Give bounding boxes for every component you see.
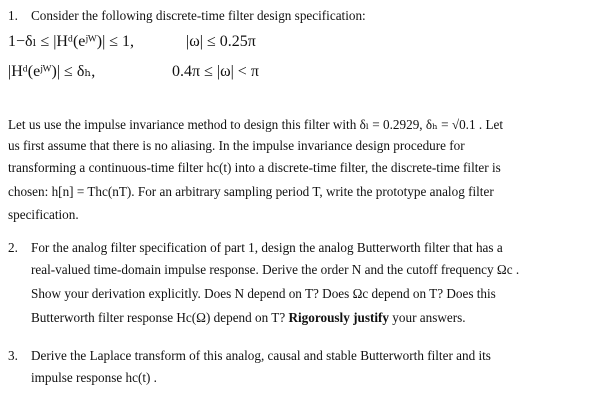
problem-1-para-line-5: specification. [8, 207, 79, 222]
spec-passband-inequality: 1−δₗ ≤ |Hᵈ(eʲᵂ)| ≤ 1, [8, 33, 135, 50]
problem-3-line-2: impulse response hс(t) . [31, 370, 157, 385]
spec-stopband-range: 0.4π ≤ |ω| < π [172, 63, 259, 80]
problem-3-line-1: Derive the Laplace transform of this analog, causal and stable Butterworth filter and its [31, 348, 491, 363]
problem-2-line-4-pre: Butterworth filter response Hс(Ω) depend on T? [31, 310, 289, 325]
problem-1-para-line-4: chosen: h[n] = Thс(nT). For an arbitrary sampling period T, write the prototype analog filter [8, 184, 494, 199]
problem-1-para-line-1: Let us use the impulse invariance method to design this filter with δₗ = 0.2929, δₕ = √0.1 . Let [8, 117, 504, 132]
spec-passband-range: |ω| ≤ 0.25π [186, 33, 256, 50]
problem-2-line-4 [31, 310, 466, 326]
problem-1-number: 1. [8, 8, 18, 23]
problem-2-number: 2. [8, 240, 18, 255]
problem-2-line-1: For the analog filter specification of part 1, design the analog Butterworth filter that has a [31, 240, 503, 255]
rigorously-justify-emphasis: Rigorously justify [288, 310, 389, 325]
problem-3-number: 3. [8, 348, 18, 363]
spec-stopband-inequality: |Hᵈ(eʲᵂ)| ≤ δₕ, [8, 63, 96, 80]
problem-1-para-line-3: transforming a continuous-time filter hс(t) into a discrete-time filter, the discrete-time filter is [8, 160, 501, 175]
problem-2-line-4-post: your answers. [389, 310, 466, 325]
problem-2-line-2: real-valued time-domain impulse response. Derive the order N and the cutoff frequency Ωс . [31, 262, 520, 277]
problem-1-para-line-2: us first assume that there is no aliasing. In the impulse invariance design procedure for [8, 138, 465, 153]
problem-1-intro: Consider the following discrete-time filter design specification: [31, 8, 366, 23]
problem-2-line-3: Show your derivation explicitly. Does N depend on T? Does Ωс depend on T? Does this [31, 286, 496, 301]
